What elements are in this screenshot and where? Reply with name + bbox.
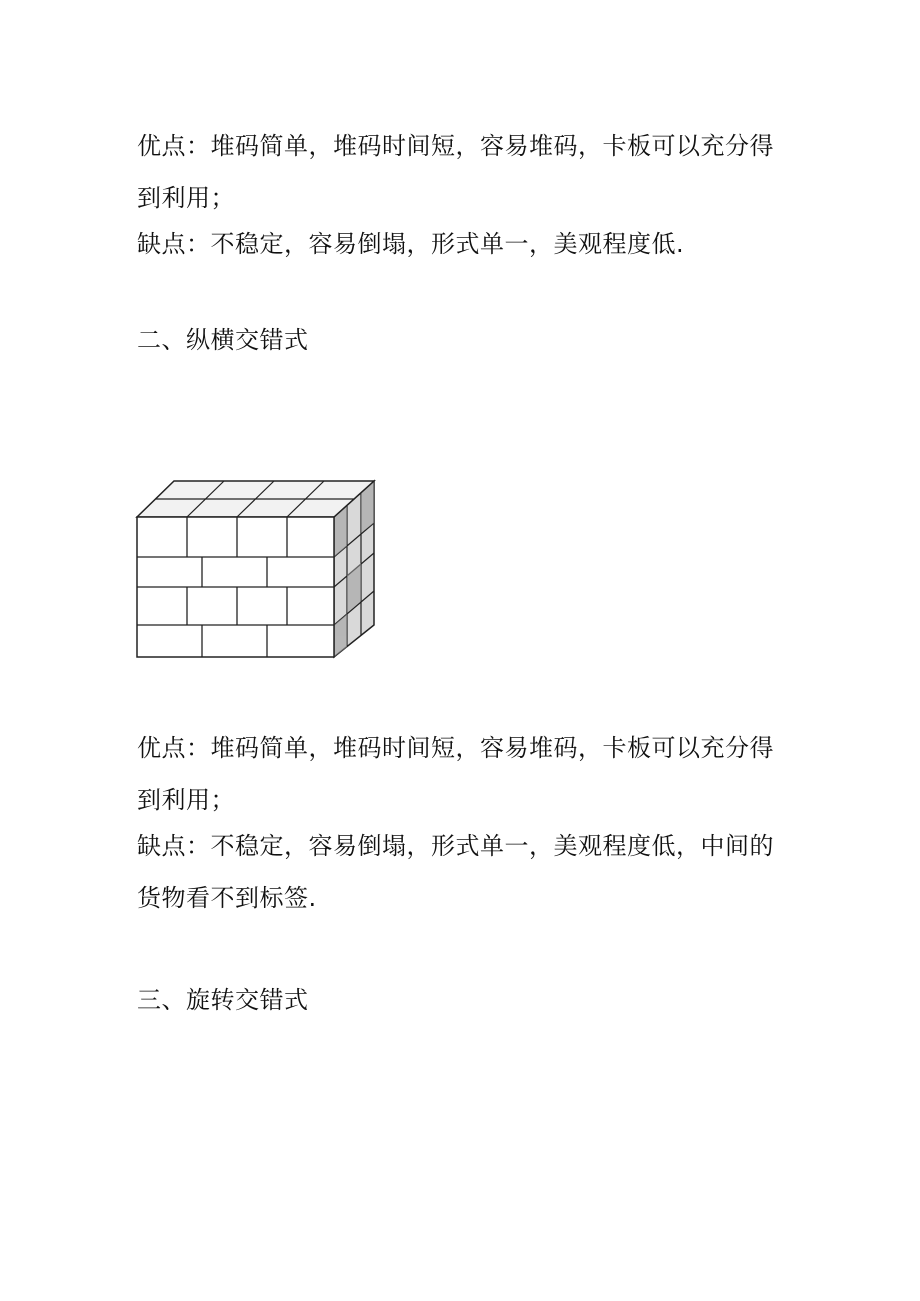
section1-pros: 优点：堆码简单，堆码时间短，容易堆码，卡板可以充分得到利用； xyxy=(137,132,774,212)
section3-heading: 三、旋转交错式 xyxy=(137,986,309,1014)
stacking-figure xyxy=(134,477,380,661)
interlocking-stack-icon xyxy=(134,477,380,661)
section2-pros: 优点：堆码简单，堆码时间短，容易堆码，卡板可以充分得到利用； xyxy=(137,734,774,814)
section2-heading: 二、纵横交错式 xyxy=(137,326,309,354)
section2-cons: 缺点：不稳定，容易倒塌，形式单一，美观程度低，中间的货物看不到标签. xyxy=(137,832,774,912)
section1-cons: 缺点：不稳定，容易倒塌，形式单一，美观程度低. xyxy=(137,230,685,258)
